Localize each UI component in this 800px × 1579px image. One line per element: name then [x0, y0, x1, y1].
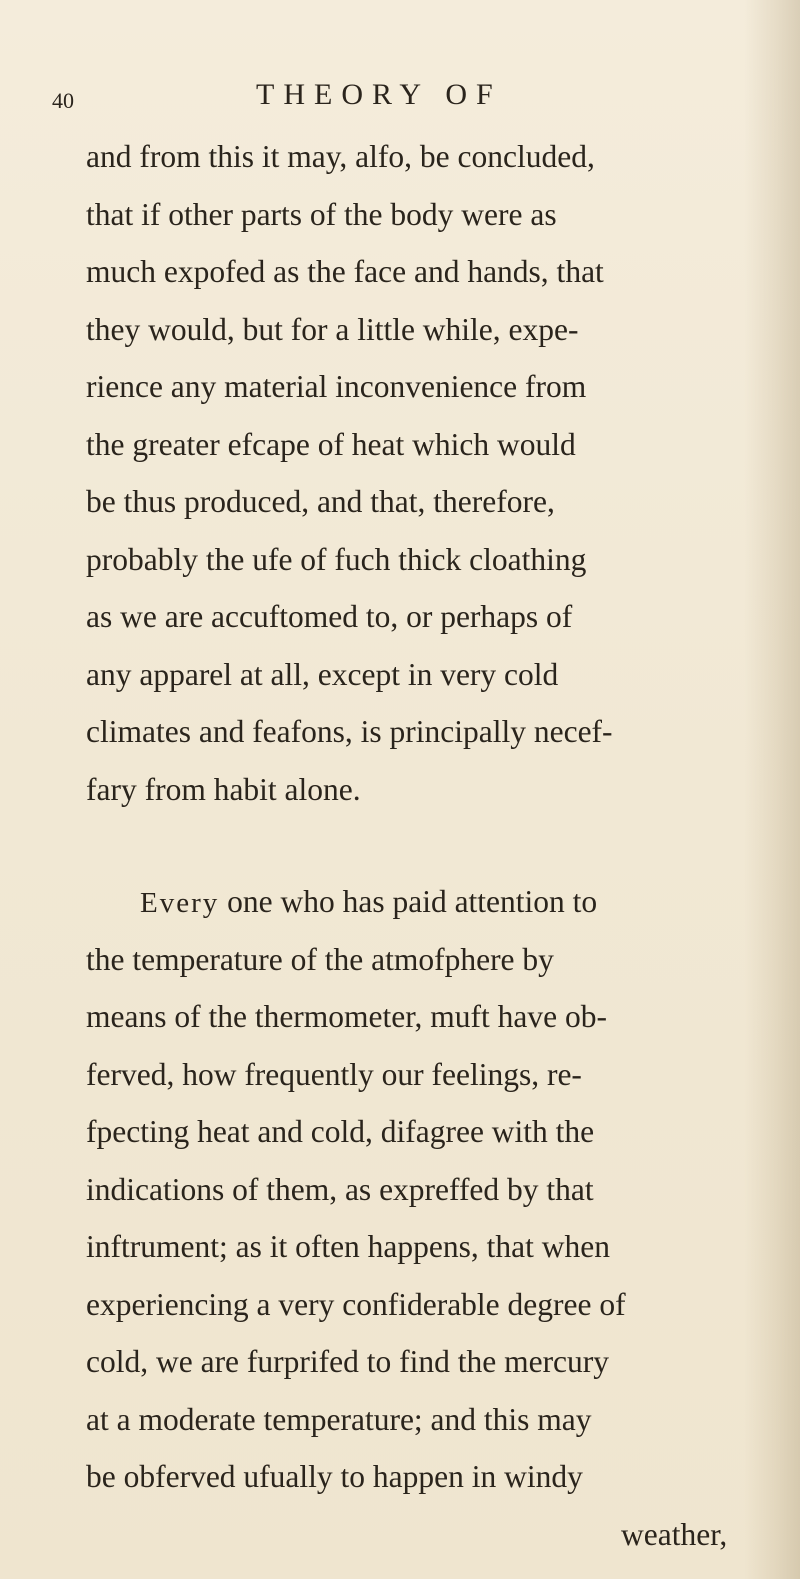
text-line: rience any material inconvenience from	[86, 369, 587, 404]
text-line: be obferved ufually to happen in windy	[86, 1459, 583, 1494]
text-line: fary from habit alone.	[86, 771, 361, 807]
text-line: experiencing a very confiderable degree of	[86, 1286, 626, 1322]
running-head	[52, 78, 772, 118]
text-line: at a moderate temperature; and this may	[86, 1401, 592, 1437]
page-number: 40	[52, 88, 74, 113]
text-line: climates and feafons, is principally necef-	[86, 714, 613, 749]
catchword: weather,	[621, 1516, 728, 1552]
text-line: any apparel at all, except in very cold	[86, 656, 559, 692]
paragraph-2	[86, 873, 786, 1506]
text-line: fpecting heat and cold, difagree with the	[86, 1114, 595, 1149]
paragraph-gap	[86, 818, 786, 873]
text-line: the temperature of the atmofphere by	[86, 941, 554, 977]
text-line: that if other parts of the body were as	[86, 196, 557, 232]
body-text	[86, 128, 786, 1563]
text-line: as we are accuftomed to, or perhaps of	[86, 599, 573, 634]
text-line: they would, but for a little while, expe-	[86, 311, 579, 347]
text-line: be thus produced, and that, therefore,	[86, 484, 555, 519]
running-title: THEORY OF	[256, 78, 502, 111]
text-line: indications of them, as expreffed by that	[86, 1171, 594, 1207]
lead-word: Every	[140, 887, 220, 919]
text-line: probably the ufe of fuch thick cloathing	[86, 541, 587, 577]
text-line: much expofed as the face and hands, that	[86, 254, 604, 289]
first-line-rest: one who has paid attention to	[219, 884, 598, 919]
text-line: the greater efcape of heat which would	[86, 426, 576, 462]
text-line: means of the thermometer, muft have ob-	[86, 999, 607, 1034]
text-line: cold, we are furprifed to find the mercury	[86, 1344, 610, 1379]
text-line: inftrument; as it often happens, that when	[86, 1229, 610, 1264]
text-line: ferved, how frequently our feelings, re-	[86, 1056, 582, 1092]
text-line: and from this it may, alfo, be concluded,	[86, 139, 595, 174]
text-line-first	[86, 873, 786, 931]
paragraph-1	[86, 128, 786, 818]
